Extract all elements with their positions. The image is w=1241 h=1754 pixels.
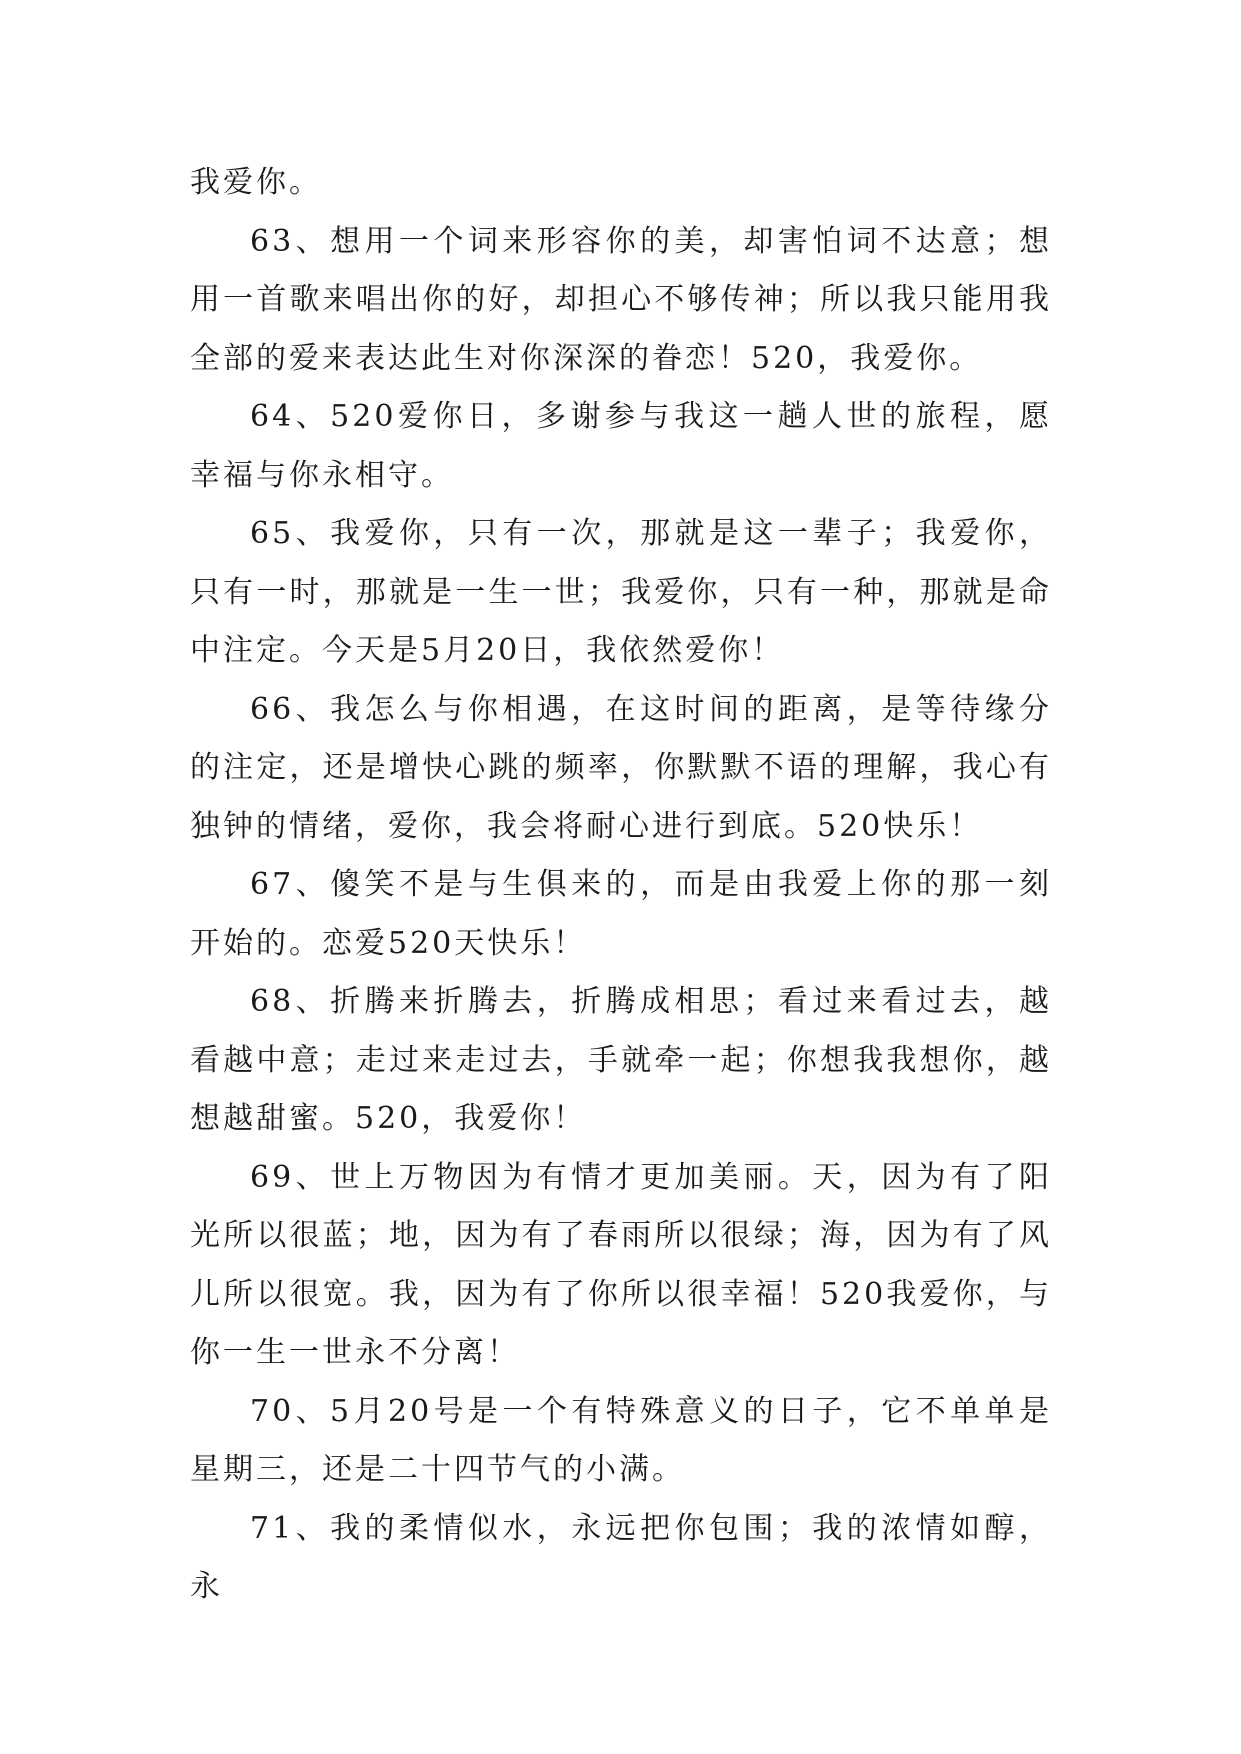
document-page <box>190 154 1052 1617</box>
paragraph-67: 67、傻笑不是与生俱来的，而是由我爱上你的那一刻开始的。恋爱520天快乐！ <box>190 867 1052 961</box>
paragraph-continuation: 我爱你。 <box>190 165 322 200</box>
paragraph-69: 69、世上万物因为有情才更加美丽。天，因为有了阳光所以很蓝；地，因为有了春雨所以很绿；海，因为有了风儿所以很宽。我，因为有了你所以很幸福！520我爱你，与你一生一世永不分离！ <box>190 1159 1052 1370</box>
paragraph-70: 70、5月20号是一个有特殊意义的日子，它不单单是星期三，还是二十四节气的小满。 <box>190 1393 1052 1487</box>
paragraph-71: 71、我的柔情似水，永远把你包围；我的浓情如醇，永 <box>190 1510 1052 1604</box>
paragraph-64: 64、520爱你日，多谢参与我这一趟人世的旅程，愿幸福与你永相守。 <box>190 399 1052 493</box>
paragraph-66: 66、我怎么与你相遇，在这时间的距离，是等待缘分的注定，还是增快心跳的频率，你默默不语的理解，我心有独钟的情绪，爱你，我会将耐心进行到底。520快乐！ <box>190 691 1052 844</box>
paragraph-65: 65、我爱你，只有一次，那就是这一辈子；我爱你，只有一时，那就是一生一世；我爱你，只有一种，那就是命中注定。今天是5月20日，我依然爱你！ <box>190 516 1052 668</box>
paragraph-68: 68、折腾来折腾去，折腾成相思；看过来看过去，越看越中意；走过来走过去，手就牵一起；你想我我想你，越想越甜蜜。520，我爱你！ <box>190 984 1052 1136</box>
paragraph-63: 63、想用一个词来形容你的美，却害怕词不达意；想用一首歌来唱出你的好，却担心不够传神；所以我只能用我全部的爱来表达此生对你深深的眷恋！520，我爱你。 <box>190 223 1052 376</box>
